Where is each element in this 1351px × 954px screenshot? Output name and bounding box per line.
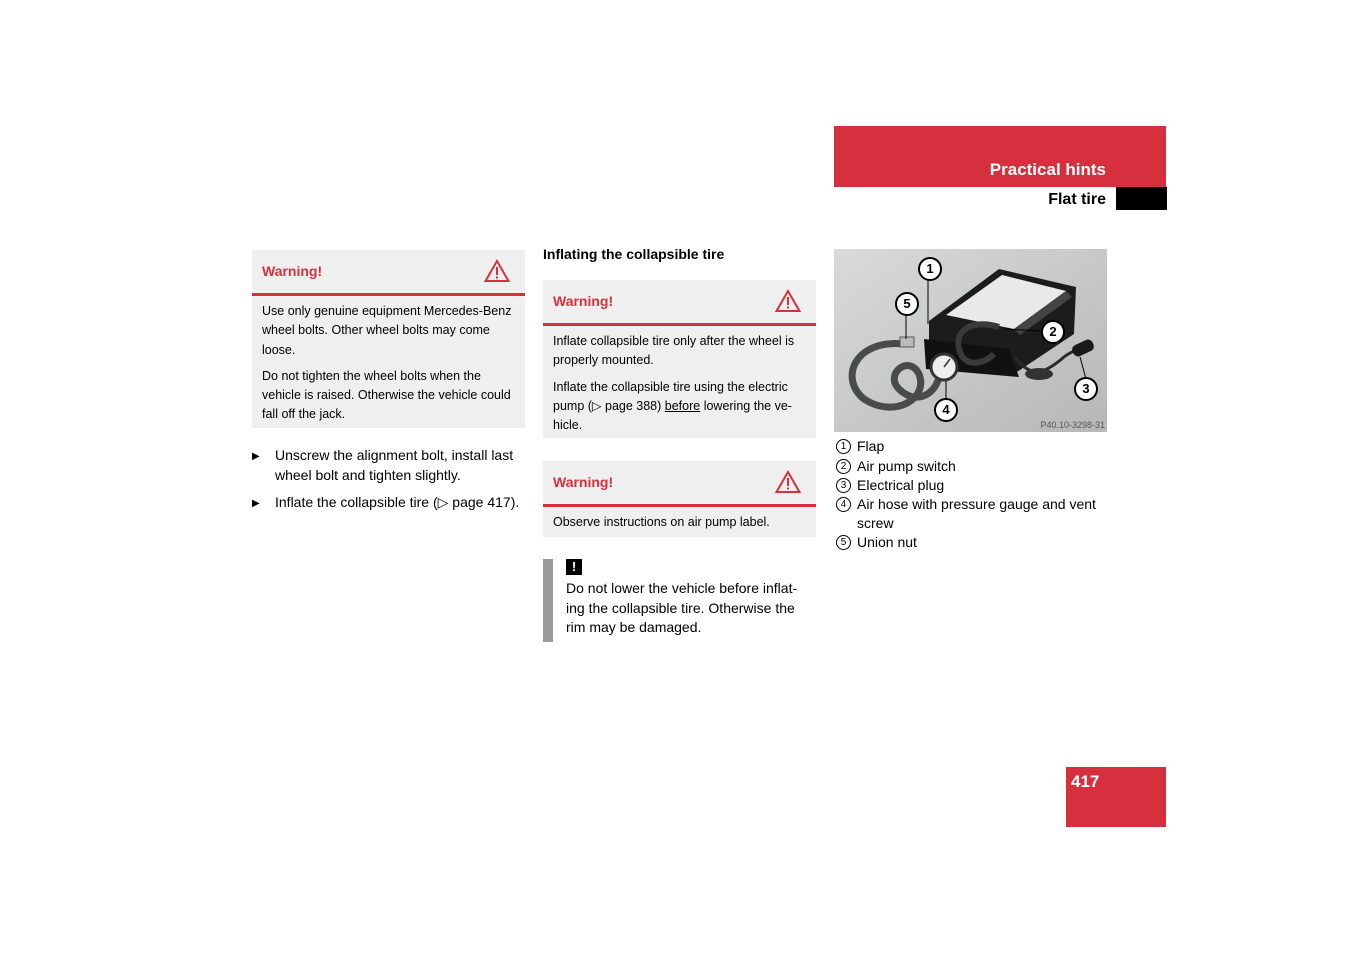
instruction-text: Unscrew the alignment bolt, install last wheel bolt and tighten slightly. — [275, 447, 514, 483]
notice-text: Do not lower the vehicle before inflat-ing the collapsible tire. Otherwise the rim may be damaged. — [566, 580, 798, 635]
page-number: 417 — [1071, 772, 1100, 791]
warning-header — [252, 250, 525, 296]
legend-number: 5 — [836, 535, 851, 550]
instruction-step — [252, 492, 527, 532]
warning-header — [543, 280, 816, 326]
figure-callout-3: 3 — [1074, 377, 1098, 401]
legend-number: 3 — [836, 478, 851, 493]
legend-number: 4 — [836, 497, 851, 512]
legend-label: Air hose with pressure gauge and vent screw — [857, 496, 1096, 531]
warning-title: Warning! — [553, 293, 614, 309]
warning-paragraph: Do not tighten the wheel bolts when the vehicle is raised. Otherwise the vehicle could fall off the jack. — [262, 368, 511, 422]
warning-header — [543, 461, 816, 507]
warning-body — [543, 507, 816, 540]
warning-paragraph: Inflate collapsible tire only after the wheel is properly mounted. — [553, 334, 795, 368]
air-pump-drawing — [834, 249, 1107, 432]
warning-body — [543, 326, 816, 443]
legend-label: Air pump switch — [857, 458, 956, 474]
subsection-title: Flat tire — [1048, 191, 1106, 208]
bullet-arrow-icon: ▶ — [252, 498, 260, 509]
section-title: Practical hints — [989, 160, 1106, 179]
warning-triangle-icon — [775, 289, 801, 313]
warning-body — [252, 296, 525, 433]
legend-item — [834, 533, 1109, 552]
bullet-arrow-icon: ▶ — [252, 451, 260, 462]
legend-label: Union nut — [857, 534, 917, 550]
warning-paragraph: Observe instructions on air pump label. — [553, 515, 770, 529]
warning-triangle-icon — [484, 259, 510, 283]
legend-number: 2 — [836, 459, 851, 474]
warning-text: lowering the ve-hicle. — [553, 398, 792, 433]
warning-paragraph: Use only genuine equipment Mercedes-Benz wheel bolts. Other wheel bolts may come loose. — [262, 304, 512, 357]
warning-box-wheel-bolts — [252, 250, 525, 428]
emphasis-before: before — [664, 398, 701, 413]
warning-triangle-icon — [775, 470, 801, 494]
warning-box-label — [543, 461, 816, 537]
air-pump-illustration — [834, 249, 1107, 432]
figure-code: P40.10-3298-31 — [1040, 420, 1105, 430]
warning-text: Inflate the collapsible tire using the electric pump (▷ page 388) — [553, 379, 788, 413]
notice-bar — [543, 559, 553, 642]
legend-item — [834, 495, 1109, 533]
warning-paragraph — [553, 378, 806, 436]
figure-callout-2: 2 — [1041, 320, 1065, 344]
warning-box-inflate — [543, 280, 816, 438]
figure-callout-1: 1 — [918, 257, 942, 281]
warning-title: Warning! — [262, 263, 323, 279]
header-black-tab — [1116, 187, 1167, 210]
legend-label: Electrical plug — [857, 477, 945, 493]
legend-number: 1 — [836, 439, 851, 454]
legend-item — [834, 476, 1109, 495]
warning-title: Warning! — [553, 474, 614, 490]
figure-callout-4: 4 — [934, 398, 958, 422]
figure-callout-5: 5 — [895, 292, 919, 316]
legend-item — [834, 437, 1109, 456]
notice-exclamation-icon: ! — [566, 559, 582, 575]
instruction-text: Inflate the collapsible tire (▷ page 417). — [275, 494, 520, 510]
section-heading: Inflating the collapsible tire — [543, 246, 725, 262]
legend-item — [834, 457, 1109, 476]
instruction-step — [252, 445, 527, 485]
legend-label: Flap — [857, 438, 885, 454]
